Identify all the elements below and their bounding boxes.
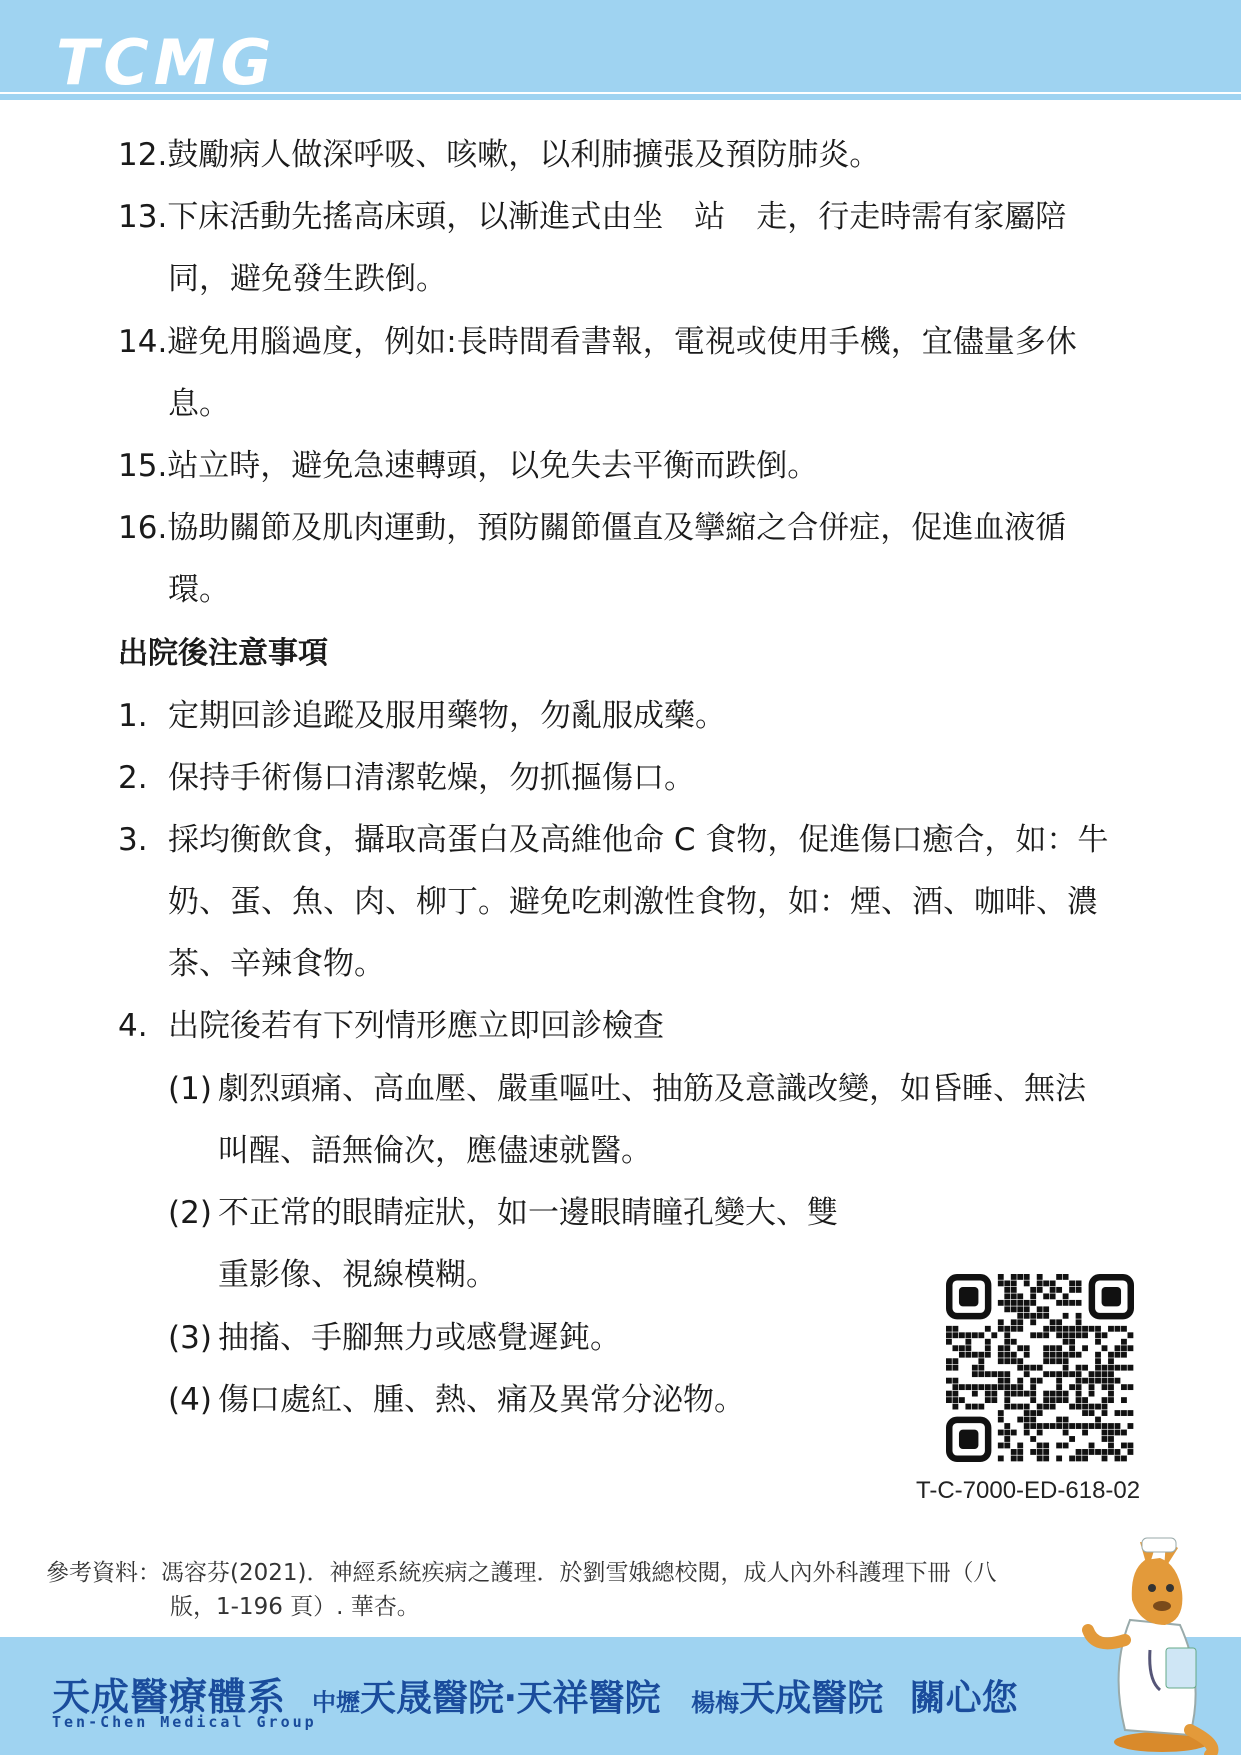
item-text: 鼓勵病人做深呼吸、咳嗽，以利肺擴張及預防肺炎。: [167, 137, 881, 173]
qr-finder-center: [959, 1287, 978, 1306]
sub-item-3: [168, 1318, 621, 1358]
kangaroo-doctor-mascot-icon: [1070, 1530, 1220, 1755]
discharge-item-2: [118, 758, 695, 798]
item-number: 3.: [118, 822, 148, 858]
discharge-item-4: [118, 1006, 664, 1046]
discharge-item-1: [118, 696, 726, 736]
hospital-names-1: 天晟醫院‧天祥醫院: [360, 1678, 661, 1719]
care-item-16: [118, 508, 1066, 548]
care-item-16-cont: 環。: [168, 572, 230, 608]
group-name: 天成醫療體系: [52, 1675, 287, 1719]
sub-item-4: [168, 1380, 745, 1420]
slogan: 關心您: [909, 1678, 1018, 1719]
item-number: 1.: [118, 698, 148, 734]
item-text: 避免用腦過度，例如:長時間看書報，電視或使用手機，宜儘量多休: [167, 324, 1077, 360]
care-item-14-cont: 息。: [168, 386, 230, 422]
group-name-en: Ten-Chen Medical Group: [52, 1713, 317, 1731]
item-number: 12.: [118, 137, 168, 173]
item-number: 15.: [118, 448, 168, 484]
item-text: 保持手術傷口清潔乾燥，勿抓摳傷口。: [168, 760, 695, 796]
qr-finder-center: [1102, 1287, 1121, 1306]
item-number: 13.: [118, 199, 168, 235]
item-text: 傷口處紅、腫、熱、痛及異常分泌物。: [218, 1382, 745, 1418]
reference-line-1: 參考資料：馮容芬(2021)．神經系統疾病之護理．於劉雪娥總校閱，成人內外科護理下冊（八: [46, 1560, 997, 1586]
care-item-13-cont: 同，避免發生跌倒。: [168, 261, 447, 297]
item-text: 抽搐、手腳無力或感覺遲鈍。: [218, 1320, 621, 1356]
item-text: 不正常的眼睛症狀，如一邊眼睛瞳孔變大、雙: [218, 1195, 838, 1231]
item-text: 定期回診追蹤及服用藥物，勿亂服成藥。: [168, 698, 726, 734]
discharge-item-3-cont: 奶、蛋、魚、肉、柳丁。避免吃刺激性食物，如：煙、酒、咖啡、濃: [168, 884, 1098, 920]
care-item-15: [118, 446, 818, 486]
item-number: (2): [168, 1195, 212, 1231]
item-text: 協助關節及肌肉運動，預防關節僵直及攣縮之合併症，促進血液循: [167, 510, 1067, 546]
discharge-item-3-cont2: 茶、辛辣食物。: [168, 946, 385, 982]
item-number: (1): [168, 1071, 212, 1107]
discharge-heading: 出院後注意事項: [118, 636, 328, 671]
item-text: 出院後若有下列情形應立即回診檢查: [168, 1008, 664, 1044]
qr-finder-center: [959, 1430, 978, 1449]
item-number: (3): [168, 1320, 212, 1356]
item-number: 4.: [118, 1008, 148, 1044]
sub-item-1-cont: 叫醒、語無倫次，應儘速就醫。: [218, 1133, 652, 1169]
item-number: 2.: [118, 760, 148, 796]
tcmg-logo: TCMG: [56, 26, 277, 99]
reference-line-2: 版，1-196 頁）. 華杏。: [170, 1594, 420, 1620]
discharge-item-3: [118, 820, 1108, 860]
care-item-12: [118, 135, 880, 175]
care-item-14: [118, 322, 1077, 362]
hospital-names-2: 天成醫院: [739, 1678, 884, 1719]
item-text: 下床活動先搖高床頭，以漸進式由坐 站 走，行走時需有家屬陪: [167, 199, 1067, 235]
location-yangmei: 楊梅: [691, 1688, 740, 1717]
sub-item-1: [168, 1069, 1086, 1109]
item-number: 16.: [118, 510, 168, 546]
qr-code[interactable]: [946, 1274, 1134, 1462]
sub-item-2: [168, 1193, 838, 1233]
item-text: 採均衡飲食，攝取高蛋白及高維他命 C 食物，促進傷口癒合，如：牛: [168, 822, 1109, 858]
item-text: 劇烈頭痛、高血壓、嚴重嘔吐、抽筋及意識改變，如昏睡、無法: [218, 1071, 1086, 1107]
sub-item-2-cont: 重影像、視線模糊。: [218, 1257, 497, 1293]
care-item-13: [118, 197, 1066, 237]
item-number: 14.: [118, 324, 168, 360]
location-zhongli: 中壢: [312, 1688, 360, 1717]
hospital-list: [312, 1670, 1018, 1721]
document-code: T-C-7000-ED-618-02: [916, 1477, 1141, 1504]
item-text: 站立時，避免急速轉頭，以免失去平衡而跌倒。: [167, 448, 819, 484]
item-number: (4): [168, 1382, 212, 1418]
